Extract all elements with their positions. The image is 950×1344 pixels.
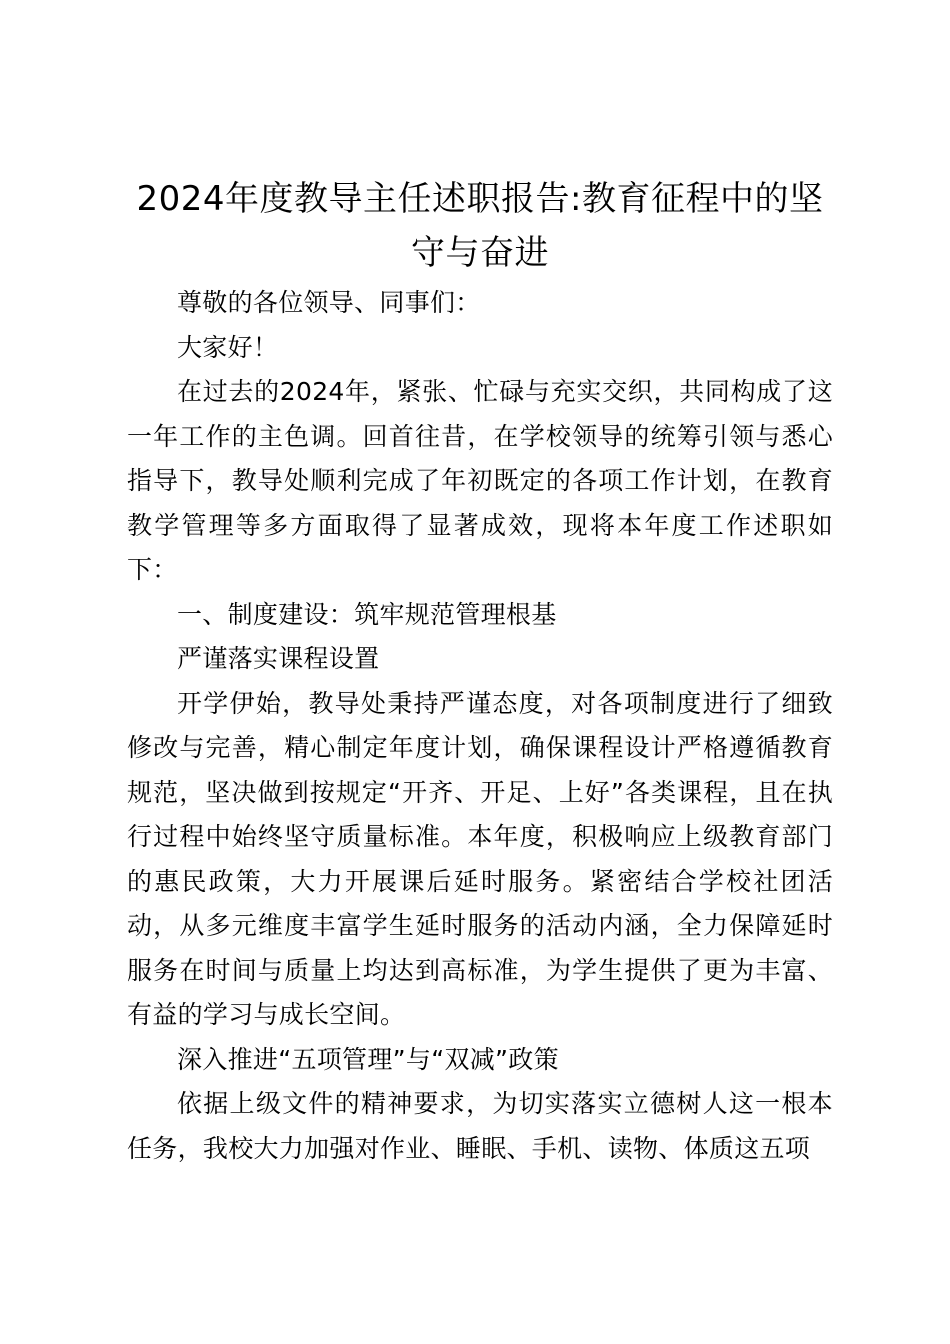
- section-heading: 一、制度建设：筑牢规范管理根基: [177, 599, 557, 629]
- salutation: 尊敬的各位领导、同事们：: [177, 288, 481, 317]
- document-page: [127, 172, 833, 1171]
- greeting: 大家好！: [177, 332, 279, 362]
- subsection-heading: 严谨落实课程设置: [177, 644, 380, 673]
- body-paragraph: 开学伊始，教导处秉持严谨态度，对各项制度进行了细致修改与完善，精心制定年度计划，确保课程设计严格遵循教育规范，坚决做到按规定“开齐、开足、上好”各类课程，且在执行过程中始终坚守质量标准。本年度，积极响应上级教育部门的惠民政策，大力开展课后延时服务。紧密结合学校社团活动，从多元维度丰富学生延时服务的活动内涵，全力保障延时服务在时间与质量上均达到高标准，为学生提供了更为丰富、有益的学习与成长空间。: [127, 688, 833, 1029]
- body-paragraph: 依据上级文件的精神要求，为切实落实立德树人这一根本任务，我校大力加强对作业、睡眠、手机、读物、体质这五项: [127, 1089, 833, 1163]
- document-title: 2024年度教导主任述职报告:教育征程中的坚守与奋进: [136, 179, 824, 273]
- document-body: [127, 281, 833, 1171]
- subsection-heading: 深入推进“五项管理”与“双减”政策: [177, 1044, 559, 1074]
- intro-paragraph: 在过去的2024年，紧张、忙碌与充实交织，共同构成了这一年工作的主色调。回首往昔，在学校领导的统筹引领与悉心指导下，教导处顺利完成了年初既定的各项工作计划，在教育教学管理等多方面取得了显著成效，现将本年度工作述职如下：: [127, 377, 833, 584]
